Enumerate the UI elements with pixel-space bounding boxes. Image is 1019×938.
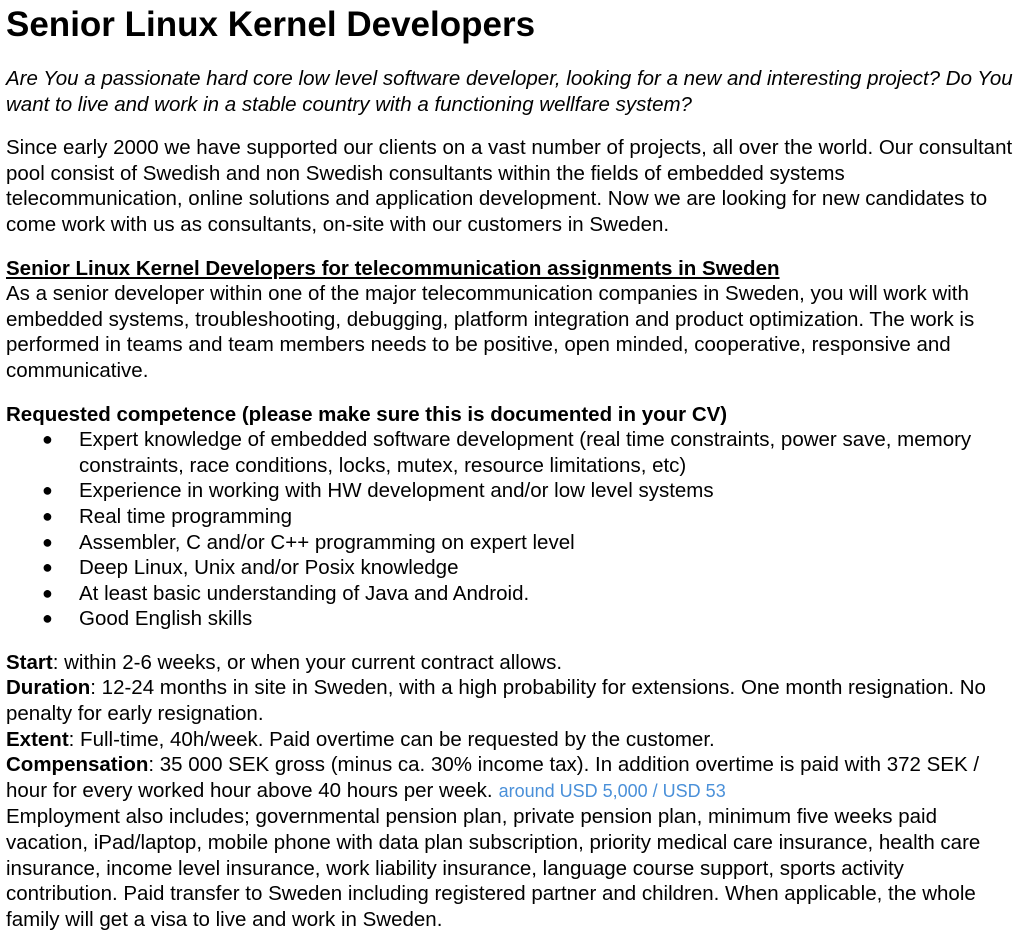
list-item (6, 478, 1013, 504)
bullet-icon: ● (42, 505, 53, 526)
bullet-icon: ● (42, 480, 53, 501)
list-item (6, 581, 1013, 607)
duration-label: Duration (6, 676, 91, 700)
extent-text: : Full-time, 40h/week. Paid overtime can be requested by the customer. (68, 727, 715, 751)
start-line (6, 650, 1013, 676)
list-item-text: Assembler, C and/or C++ programming on expert level (79, 530, 575, 554)
competence-list (6, 427, 1013, 632)
list-item-text: Good English skills (79, 607, 253, 631)
bullet-icon: ● (42, 557, 53, 578)
start-label: Start (6, 650, 53, 674)
extent-label: Extent (6, 727, 69, 751)
employment-benefits: Employment also includes; governmental pension plan, private pension plan, minimum five weeks paid vacation, iPad/laptop, mobile phone with data plan subscription, priority medical care insurance, health care insurance, income level insurance, work liability insurance, language course support, sports activity contribution. Paid transfer to Sweden including registered partner and children. When applicable, the whole family will get a visa to live and work in Sweden. (6, 805, 981, 931)
page-title: Senior Linux Kernel Developers (6, 5, 536, 44)
list-item (6, 606, 1013, 632)
competence-heading: Requested competence (please make sure this is documented in your CV) (6, 402, 728, 426)
list-item-text: Experience in working with HW development and/or low level systems (79, 479, 714, 503)
competence-section (6, 402, 1013, 632)
compensation-text: : 35 000 SEK gross (minus ca. 30% income tax). In addition overtime is paid with 372 SEK / hour for every worked hour above 40 hours per week. (6, 753, 980, 802)
bullet-icon: ● (42, 429, 53, 450)
list-item-text: At least basic understanding of Java and Android. (79, 581, 530, 605)
compensation-label: Compensation (6, 753, 149, 777)
list-item (6, 555, 1013, 581)
duration-line (6, 675, 1013, 726)
assignment-text: As a senior developer within one of the major telecommunication companies in Sweden, you will work with embedded systems, troubleshooting, debugging, platform integration and product optimization. The work is performed in teams and team members needs to be positive, open minded, cooperative, responsive and communicative. (6, 282, 975, 382)
bullet-icon: ● (42, 582, 53, 603)
assignment-heading: Senior Linux Kernel Developers for telecommunication assignments in Sweden (6, 256, 780, 280)
bullet-icon: ● (42, 608, 53, 629)
list-item-text: Deep Linux, Unix and/or Posix knowledge (79, 556, 459, 580)
intro-paragraph: Are You a passionate hard core low level software developer, looking for a new and interesting project? Do You want to live and work in a stable country with a functioning wellfare system? (6, 67, 1013, 116)
list-item (6, 427, 1013, 478)
list-item (6, 530, 1013, 556)
compensation-line (6, 752, 1013, 804)
currency-note: around USD 5,000 / USD 53 (498, 780, 726, 801)
list-item-text: Real time programming (79, 504, 293, 528)
about-paragraph: Since early 2000 we have supported our clients on a vast number of projects, all over the world. Our consultant pool consist of Swedish and non Swedish consultants within the fields of embedded systems telecommunication, online solutions and application development. Now we are looking for new candidates to come work with us as consultants, on-site with our customers in Sweden. (6, 136, 1013, 236)
extent-line (6, 727, 1013, 753)
list-item-text: Expert knowledge of embedded software development (real time constraints, power save, memory constraints, race conditions, locks, mutex, resource limitations, etc) (79, 428, 972, 477)
assignment-section (6, 256, 1013, 384)
duration-text: : 12-24 months in site in Sweden, with a high probability for extensions. One month resignation. No penalty for early resignation. (6, 676, 986, 726)
start-text: : within 2-6 weeks, or when your current contract allows. (52, 650, 563, 674)
list-item (6, 504, 1013, 530)
terms-section (6, 650, 1013, 933)
bullet-icon: ● (42, 531, 53, 552)
